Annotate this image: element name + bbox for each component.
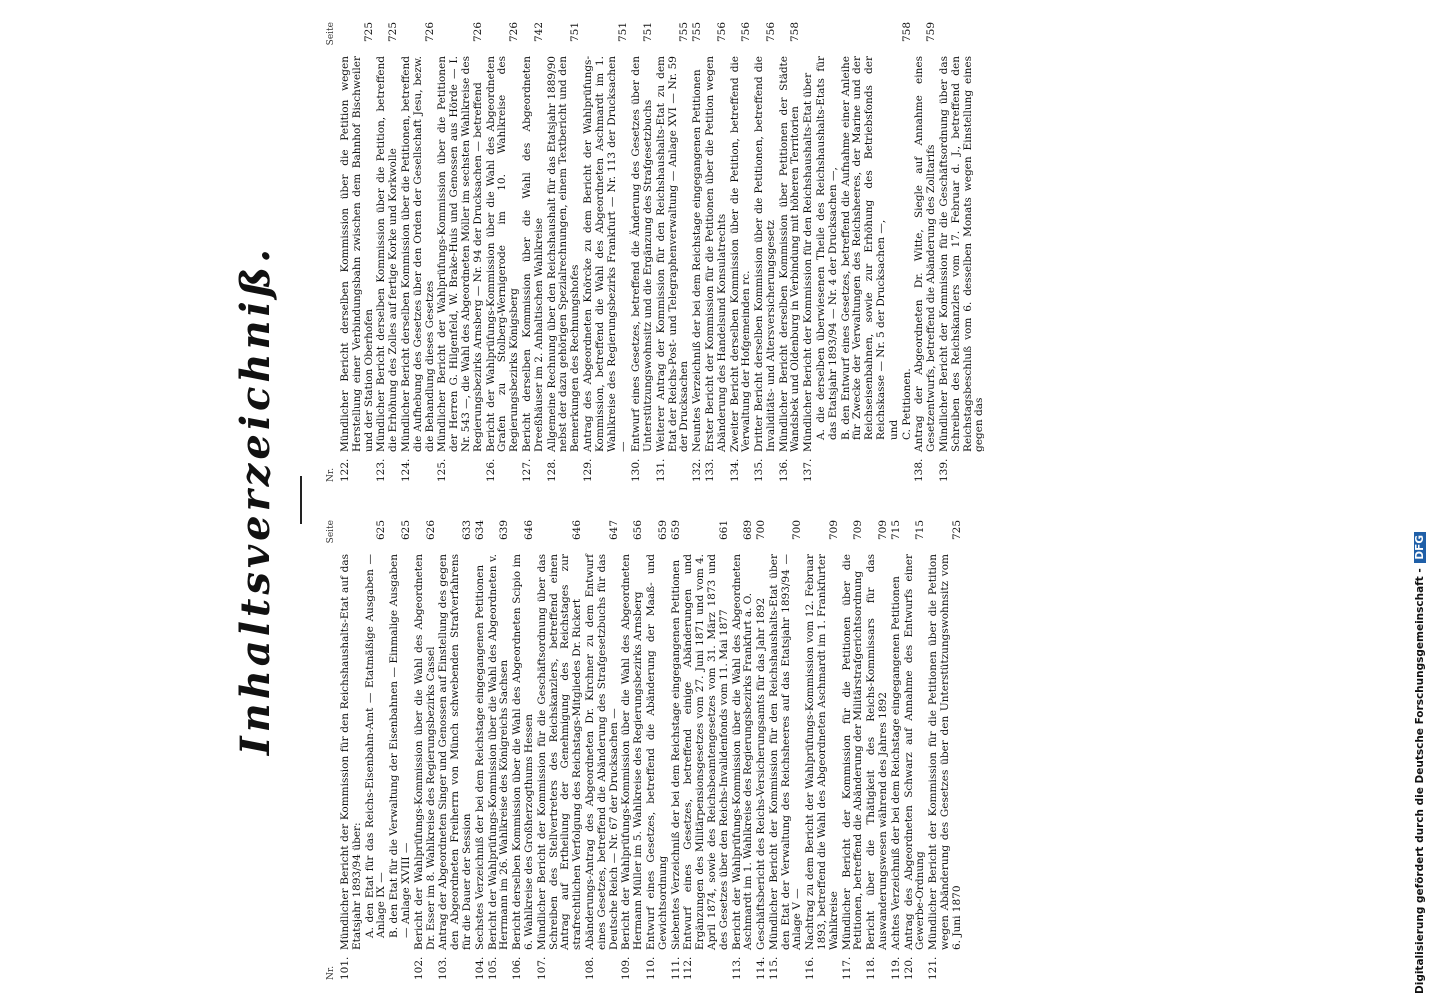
entry-text: Mündlicher Bericht der Kommission für die Geschäftsordnung über das Schreiben des Stellvertreters des Reichskanzlers, betreffend einen Antrag auf Ertheilung der Genehmigung des Reichstages zur strafrechtlichen Verfolgung des Reichstags-Mitgliedes Dr. Rickert: [535, 554, 584, 950]
entry-page: 700: [755, 520, 768, 541]
entry-text: Mündlicher Bericht derselben Kommission über die Petition wegen Herstellung einer Verbindungsbahn zwischen dem Bahnhof Bischweiler und der Station Oberhofen: [339, 56, 375, 452]
toc-entry: [340, 518, 413, 980]
entry-text: Bericht der Wahlprüfungs-Kommission über die Wahl des Abgeordneten Dr. Esser im 8. Wahlkreise des Regierungsbezirks Cassel: [412, 554, 437, 950]
toc-entry: [779, 20, 803, 482]
entry-number: 130.: [630, 458, 643, 482]
entry-page: 715: [914, 520, 927, 541]
entry-page: 751: [641, 22, 654, 43]
column-header-nr: Nr.: [326, 965, 336, 980]
entry-number: 132.: [691, 458, 704, 482]
toc-entry: [671, 518, 683, 980]
entry-number: 137.: [802, 458, 815, 482]
entry-subitem: [816, 56, 840, 452]
entry-text: Nachtrag zu dem Bericht der Wahlprüfungs-Kommission vom 12. Februar 1893, betreffend die Wahl des Abgeordneten Aschmardt im 1. Frankfurter Wahlkreise: [804, 554, 840, 950]
entry-page: 755: [691, 22, 704, 43]
entry-number: 102.: [412, 956, 425, 980]
toc-entry: [512, 518, 536, 980]
entry-page: 626: [424, 520, 437, 541]
entry-number: 104.: [473, 956, 486, 980]
entry-subitem: [889, 56, 901, 452]
entry-number: 125.: [436, 458, 449, 482]
toc-entry: [692, 20, 704, 482]
entry-page: 647: [607, 520, 620, 541]
column-header-seite: Seite: [326, 22, 336, 46]
entry-page: 755: [678, 22, 691, 43]
toc-entry: [340, 20, 375, 482]
entry-page: 633: [460, 520, 473, 541]
entry-page: 756: [740, 22, 753, 43]
entry-number: 115.: [767, 956, 780, 980]
toc-entry: [866, 518, 890, 980]
subitem-page: 758: [900, 22, 913, 43]
entry-text: Entwurf eines Gesetzes, betreffend einige Abänderungen und Ergänzungen des Militärpensionsgesetzes vom 27. Juni 1871 und vom 4. April 1874, sowie des Reichsbeamtengesetzes vom 31. März 1873 und des Gesetzes über den Reichs-Invalidenfonds vom 11. Mai 1877: [682, 554, 730, 950]
entry-page: 659: [656, 520, 669, 541]
entry-number: 110.: [644, 956, 657, 980]
entry-subitem: [363, 520, 389, 950]
subitem-text: und: [887, 419, 900, 440]
entry-text: Antrag des Abgeordneten Schwarz auf Annahme des Entwurfs einer Gewerbe-Ordnung: [902, 554, 927, 950]
entry-text: Mündlicher Bericht der Kommission für die Petitionen über die Petitionen, betreffend die Abänderung der Militärstrafgerichtsordnung: [840, 554, 865, 950]
entry-page: 725: [387, 22, 400, 43]
entry-text: Entwurf eines Gesetzes, betreffend die Änderung des Gesetzes über den Unterstützungswohnsitz und die Ergänzung des Strafgesetzbuchs: [630, 56, 654, 452]
toc-entry: [537, 518, 584, 980]
toc-list-left: [340, 518, 964, 980]
entry-text: Antrag der Abgeordneten Singer und Genossen auf Einstellung des gegen den Abgeordneten Freiherrn von Münch schwebenden Strafverfahrens für die Dauer der Session: [437, 554, 473, 950]
entry-page: 751: [569, 22, 582, 43]
toc-entry: [547, 20, 582, 482]
entry-text: Mündlicher Bericht derselben Kommission über die Petition, betreffend die Erhöhung des Zolles auf fertige Korke und Korkwolle: [375, 56, 400, 452]
entry-page: 639: [498, 520, 511, 541]
entry-text: Sechstes Verzeichniß der bei dem Reichstage eingegangenen Petitionen: [473, 564, 486, 950]
entry-number: 133.: [703, 458, 716, 482]
toc-entry: [904, 518, 928, 980]
entry-number: 134.: [728, 458, 741, 482]
entry-number: 103.: [437, 956, 450, 980]
entry-page: 725: [362, 22, 375, 43]
entry-number: 111.: [669, 956, 682, 980]
entry-number: 108.: [583, 956, 596, 980]
toc-entry: [891, 518, 903, 980]
dfg-logo-badge: DFG: [1414, 532, 1426, 563]
subitem-text: A. die derselben überwiesenen Theile des Reichshaushalts-Etats für das Etatsjahr 1893/94 — Nr. 4 der Drucksachen —,: [815, 56, 839, 440]
toc-entry: [475, 518, 487, 980]
entry-number: 128.: [545, 458, 558, 482]
entry-number: 112.: [682, 956, 695, 980]
entry-page: 759: [925, 22, 938, 43]
entry-text: Dritter Bericht derselben Kommission über die Petitionen, betreffend die Invaliditäts- und Altersversicherungsgesetz: [753, 56, 777, 452]
entry-page: 742: [532, 22, 545, 43]
column-header: [322, 518, 340, 980]
toc-entry: [928, 518, 963, 980]
entry-page: 725: [950, 520, 963, 541]
toc-list-right: [340, 20, 986, 482]
toc-entry: [585, 518, 620, 980]
toc-entry: [656, 20, 691, 482]
entry-number: 139.: [938, 458, 951, 482]
subitem-page: 625: [399, 520, 412, 541]
entry-text: Achtes Verzeichniß der bei dem Reichstage eingegangenen Petitionen: [889, 576, 902, 950]
entry-page: 726: [423, 22, 436, 43]
column-header: [322, 20, 340, 482]
entry-text: Mündlicher Bericht der Kommission für die Petitionen über die Petition wegen Abänderung des Gesetzes über den Unterstützungswohnsitz vom 6. Juni 1870: [927, 554, 963, 950]
toc-entry: [646, 518, 670, 980]
entry-number: 114.: [755, 956, 768, 980]
dfg-credit: [1414, 532, 1426, 994]
entry-number: 118.: [865, 956, 878, 980]
entry-number: 120.: [902, 956, 915, 980]
entry-text: Neuntes Verzeichniß der bei dem Reichstage eingegangenen Petitionen: [691, 69, 704, 452]
entry-text: Allgemeine Rechnung über den Reichshaushalt für das Etatsjahr 1889/90 nebst der dazu gehörigen Spezialrechnungen, einem Textbericht und den Bemerkungen des Rechnungshofes: [545, 56, 582, 452]
entry-number: 106.: [511, 956, 524, 980]
entry-page: 709: [827, 520, 840, 541]
toc-entry: [401, 20, 436, 482]
toc-column-right: [322, 20, 1102, 482]
entry-number: 119.: [889, 956, 902, 980]
subitem-text: C. Petitionen.: [900, 368, 913, 440]
toc-entry: [732, 518, 756, 980]
entry-text: Abänderungs-Antrag des Abgeordneten Dr. Kirchner zu dem Entwurf eines Gesetzes, betreffend die Abänderung des Strafgesetzbuchs für das Deutsche Reich — Nr. 67 der Drucksachen —: [583, 554, 620, 950]
entry-number: 121.: [927, 956, 940, 980]
entry-subitem: [900, 22, 914, 452]
entry-text: Mündlicher Bericht derselben Kommission über die Petitionen, betreffend die Aufhebung des Gesetzes über den Orden der Gesellschaft Jesu, bezw. die Behandlung dieses Gesetzes: [399, 56, 436, 452]
title-rule: [300, 476, 302, 524]
entry-page: 709: [877, 520, 890, 541]
entry-number: 122.: [339, 458, 351, 482]
toc-entry: [488, 518, 512, 980]
subitem-page: 625: [375, 520, 388, 541]
entry-number: 136.: [777, 458, 790, 482]
entry-text: Mündlicher Bericht der Kommission für den Reichshaushalts-Etat auf das Etatsjahr 1893/94 über:: [339, 554, 363, 950]
toc-entry: [522, 20, 546, 482]
entry-page: 646: [571, 520, 584, 541]
entry-number: 113.: [730, 956, 743, 980]
entry-page: 709: [852, 520, 865, 541]
toc-entry: [683, 518, 730, 980]
entry-number: 109.: [620, 956, 633, 980]
toc-entry: [939, 20, 986, 482]
entry-text: Mündlicher Bericht der Wahlprüfungs-Kommission über die Petitionen der Herren G. Hilgenfeld, W. Brake-Huis und Genossen aus Hörde — I. Nr. 543 —, die Wahl des Abgeordneten Möller im sechsten Wahlkreise des Regierungsbezirks Arnsberg — Nr. 94 der Drucksachen — betreffend: [436, 56, 484, 452]
entry-text: Antrag des Abgeordneten Knörcke zu dem Bericht der Wahlprüfungs-Kommission, betreffend die Wahl des Abgeordneten Aschmardt im 1. Wahlkreise des Regierungsbezirks Frankfurt — Nr. 113 der Drucksachen —: [581, 56, 630, 452]
entry-number: 135.: [753, 458, 766, 482]
toc-entry: [769, 518, 804, 980]
entry-number: 123.: [375, 458, 388, 482]
entry-number: 129.: [581, 458, 594, 482]
entry-subitem: [388, 520, 413, 950]
entry-page: 689: [742, 520, 755, 541]
column-header-seite: Seite: [326, 520, 336, 544]
entry-text: Mündlicher Bericht der Kommission für den Reichshaushalts-Etat über den Etat der Verwaltung des Reichsheeres auf das Etatsjahr 1893/94 — Anlage V —: [767, 554, 804, 950]
entry-page: 715: [889, 520, 902, 541]
toc-entry: [438, 518, 473, 980]
entry-number: 117.: [840, 956, 853, 980]
entry-page: 661: [717, 520, 730, 541]
column-header-nr: Nr.: [326, 467, 336, 482]
entry-text: Bericht der Wahlprüfungs-Kommission über die Wahl des Abgeordneten Aschmardt im 1. Wahlkreise des Regierungsbezirks Frankfurt a. O.: [730, 554, 755, 950]
entry-text: Bericht derselben Kommission über die Wahl des Abgeordneten Scipio im 6. Wahlkreise des Großherzogthums Hessen: [511, 554, 535, 950]
entry-text: Mündlicher Bericht der Kommission für den Reichshaushalts-Etat über: [802, 72, 815, 452]
toc-column-left: [322, 518, 1102, 980]
dfg-sidebar: [1396, 0, 1432, 1000]
toc-entry: [756, 518, 768, 980]
entry-text: Entwurf eines Gesetzes, betreffend die Abänderung der Maaß- und Gewichtsordnung: [644, 554, 669, 950]
entry-page: 646: [522, 520, 535, 541]
subitem-text: A. den Etat für das Reichs-Eisenbahn-Amt — Etatmäßige Ausgaben — Anlage IX —: [363, 554, 388, 938]
entry-page: 634: [473, 520, 486, 541]
entry-number: 105.: [486, 956, 499, 980]
entry-page: 756: [715, 22, 728, 43]
toc-entry: [705, 20, 729, 482]
entry-text: Zweiter Bericht derselben Kommission über die Petition, betreffend die Verwaltung der Hofgemeinden rc.: [728, 56, 753, 452]
entry-text: Bericht der Wahlprüfungs-Kommission über die Wahl des Abgeordneten Grafen zu Stolberg-Wernigerode im 10. Wahlkreise des Regierungsbezirks Königsberg: [484, 56, 521, 452]
toc-entry: [805, 518, 840, 980]
entry-text: Bericht derselben Kommission über die Wahl des Abgeordneten Dreeßhäuser im 2. Anhaltischen Wahlkreise: [520, 56, 545, 452]
entry-text: Antrag der Abgeordneten Dr. Witte, Siegle auf Annahme eines Gesetzentwurfs, betreffend die Abänderung des Zolltarifs: [913, 56, 938, 452]
entry-page: 758: [789, 22, 802, 43]
entry-number: 124.: [399, 458, 412, 482]
toc-entry: [803, 20, 913, 482]
dfg-credit-text: Digitalisierung gefördert durch die Deutsche Forschungsgemeinschaft -: [1414, 568, 1426, 994]
toc-entry: [437, 20, 484, 482]
entry-number: 127.: [520, 458, 533, 482]
toc-entry: [486, 20, 521, 482]
entry-page: 700: [791, 520, 804, 541]
entry-text: Geschäftsbericht des Reichs-Versicherungsamts für das Jahr 1892: [755, 597, 768, 950]
toc-entry: [914, 20, 938, 482]
entry-text: Weiterer Antrag der Kommission für den Reichshaushalts-Etat zu dem Etat der Reichs-Post- und Telegraphenverwaltung — Anlage XVI — Nr. 59 der Drucksachen: [654, 56, 691, 452]
entry-page: 656: [632, 520, 645, 541]
entry-number: 107.: [535, 956, 548, 980]
entry-text: Siebentes Verzeichniß der bei dem Reichstage eingegangenen Petitionen: [669, 559, 682, 950]
entry-page: 726: [471, 22, 484, 43]
entry-text: Erster Bericht der Kommission für die Petitionen über die Petition wegen Abänderung des Handelsund Konsulatrechts: [703, 56, 728, 452]
entry-page: 756: [764, 22, 777, 43]
toc-entry: [414, 518, 438, 980]
toc-entry: [842, 518, 866, 980]
entry-number: 131.: [654, 458, 667, 482]
entry-text: Mündlicher Bericht der Kommission für die Geschäftsordnung über das Schreiben des Reichskanzlers vom 17. Februar d. J., betreffend den Reichstagsbeschluß vom 6. desselben Monats wegen Einstellung eines gegen das: [938, 56, 986, 452]
entry-number: 138.: [913, 458, 926, 482]
entry-text: Bericht der Wahlprüfungs-Kommission über die Wahl des Abgeordneten Hermann Müller im 5. Wahlkreise des Regierungsbezirks Arnsberg: [620, 554, 645, 950]
entry-page: 659: [669, 520, 682, 541]
entry-number: 101.: [339, 956, 351, 980]
entry-subitem: [841, 56, 888, 452]
entry-page: 751: [617, 22, 630, 43]
toc-entry: [376, 20, 400, 482]
page-title: Inhaltsverzeichniß.: [232, 244, 279, 756]
entry-text: Bericht der Wahlprüfungs-Kommission über die Wahl des Abgeordneten v. Herrmann im 26. Wahlkreise des Königreichs Sachsen: [486, 554, 511, 950]
entry-text: Mündlicher Bericht derselben Kommission über Petitionen der Städte Wandsbek und Oldenburg in Verbindung mit höheren Territorien: [777, 56, 802, 452]
subitem-text: B. den Etat für die Verwaltung der Eisenbahnen — Einmalige Ausgaben — Anlage XVIII —: [388, 554, 412, 938]
entry-number: 126.: [484, 458, 497, 482]
toc-entry: [730, 20, 754, 482]
toc-entry: [754, 20, 778, 482]
toc-entry: [631, 20, 655, 482]
entry-number: 116.: [804, 956, 817, 980]
subitem-text: B. den Entwurf eines Gesetzes, betreffend die Aufnahme einer Anleihe für Zwecke der Verwaltungen des Reichsheeres, der Marine und der Reichseisenbahnen, sowie zur Erhöhung des Betriebsfonds der Reichskasse — Nr. 5 der Drucksachen —,: [839, 56, 888, 440]
entry-page: 726: [508, 22, 521, 43]
toc-entry: [621, 518, 645, 980]
toc-entry: [583, 20, 630, 482]
entry-text: Bericht über die Thätigkeit des Reichs-Kommissars für das Auswanderungswesen während des Jahres 1892: [865, 554, 890, 950]
